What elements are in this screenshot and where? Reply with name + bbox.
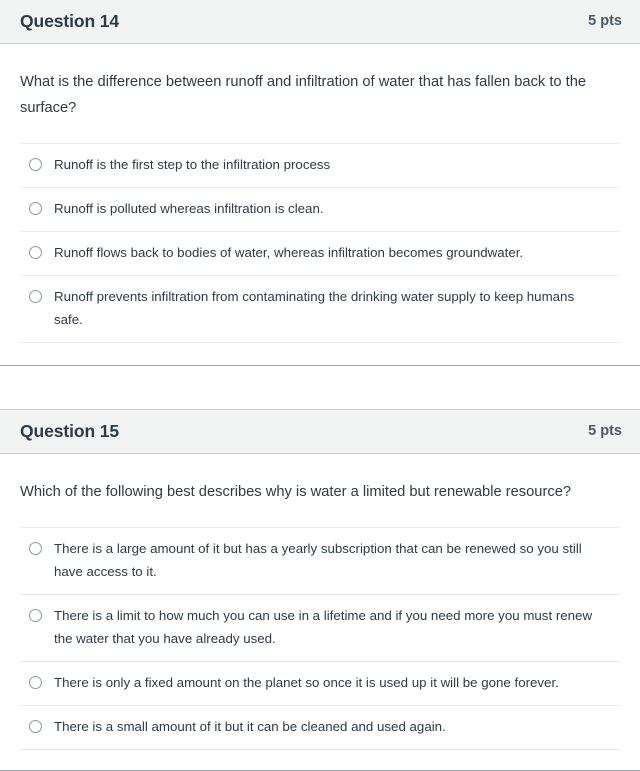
question-points: 5 pts [588,13,622,30]
radio-button-icon[interactable] [29,290,42,303]
answer-option[interactable] [20,705,620,750]
question-prompt: Which of the following best describes why is water a limited but renewable resource? [20,484,572,500]
answer-option-label: There is a large amount of it but has a yearly subscription that can be renewed so you still have access to it. [54,541,582,579]
question-points: 5 pts [588,423,622,440]
answer-option[interactable] [20,187,620,231]
radio-button-icon[interactable] [29,609,42,622]
question-prompt: What is the difference between runoff and infiltration of water that has fallen back to the surface? [20,74,587,116]
radio-button-icon[interactable] [29,158,42,171]
answer-options-list [0,527,640,750]
answer-option-label: There is a small amount of it but it can be cleaned and used again. [54,719,446,734]
answer-option-label: There is only a fixed amount on the planet so once it is used up it will be gone forever. [54,675,559,690]
question-body [0,44,640,365]
question-title: Question 15 [20,420,120,441]
radio-button-icon[interactable] [29,202,42,215]
answer-option[interactable] [20,661,620,705]
card-bottom-spacer [0,343,640,365]
answer-option-label: Runoff is polluted whereas infiltration is clean. [54,201,324,216]
answer-option[interactable] [20,275,620,343]
between-questions-gap [0,366,640,409]
radio-button-icon[interactable] [29,246,42,259]
answer-options-list [0,143,640,343]
answer-option-label: Runoff is the first step to the infiltration process [54,157,331,172]
answer-option-label: Runoff prevents infiltration from contaminating the drinking water supply to keep humans safe. [54,289,575,327]
radio-button-icon[interactable] [29,542,42,555]
question-header [0,0,640,44]
question-header [0,410,640,454]
answer-option[interactable] [20,143,620,187]
answer-option[interactable] [20,527,620,594]
question-title: Question 14 [20,10,120,31]
radio-button-icon[interactable] [29,676,42,689]
question-card [0,409,640,771]
answer-option[interactable] [20,231,620,275]
answer-option-label: Runoff flows back to bodies of water, whereas infiltration becomes groundwater. [54,245,524,260]
question-card [0,0,640,366]
question-body [0,454,640,770]
card-bottom-spacer [0,750,640,770]
answer-option-label: There is a limit to how much you can use in a lifetime and if you need more you must renew the water that you have already used. [54,608,593,646]
answer-option[interactable] [20,594,620,661]
